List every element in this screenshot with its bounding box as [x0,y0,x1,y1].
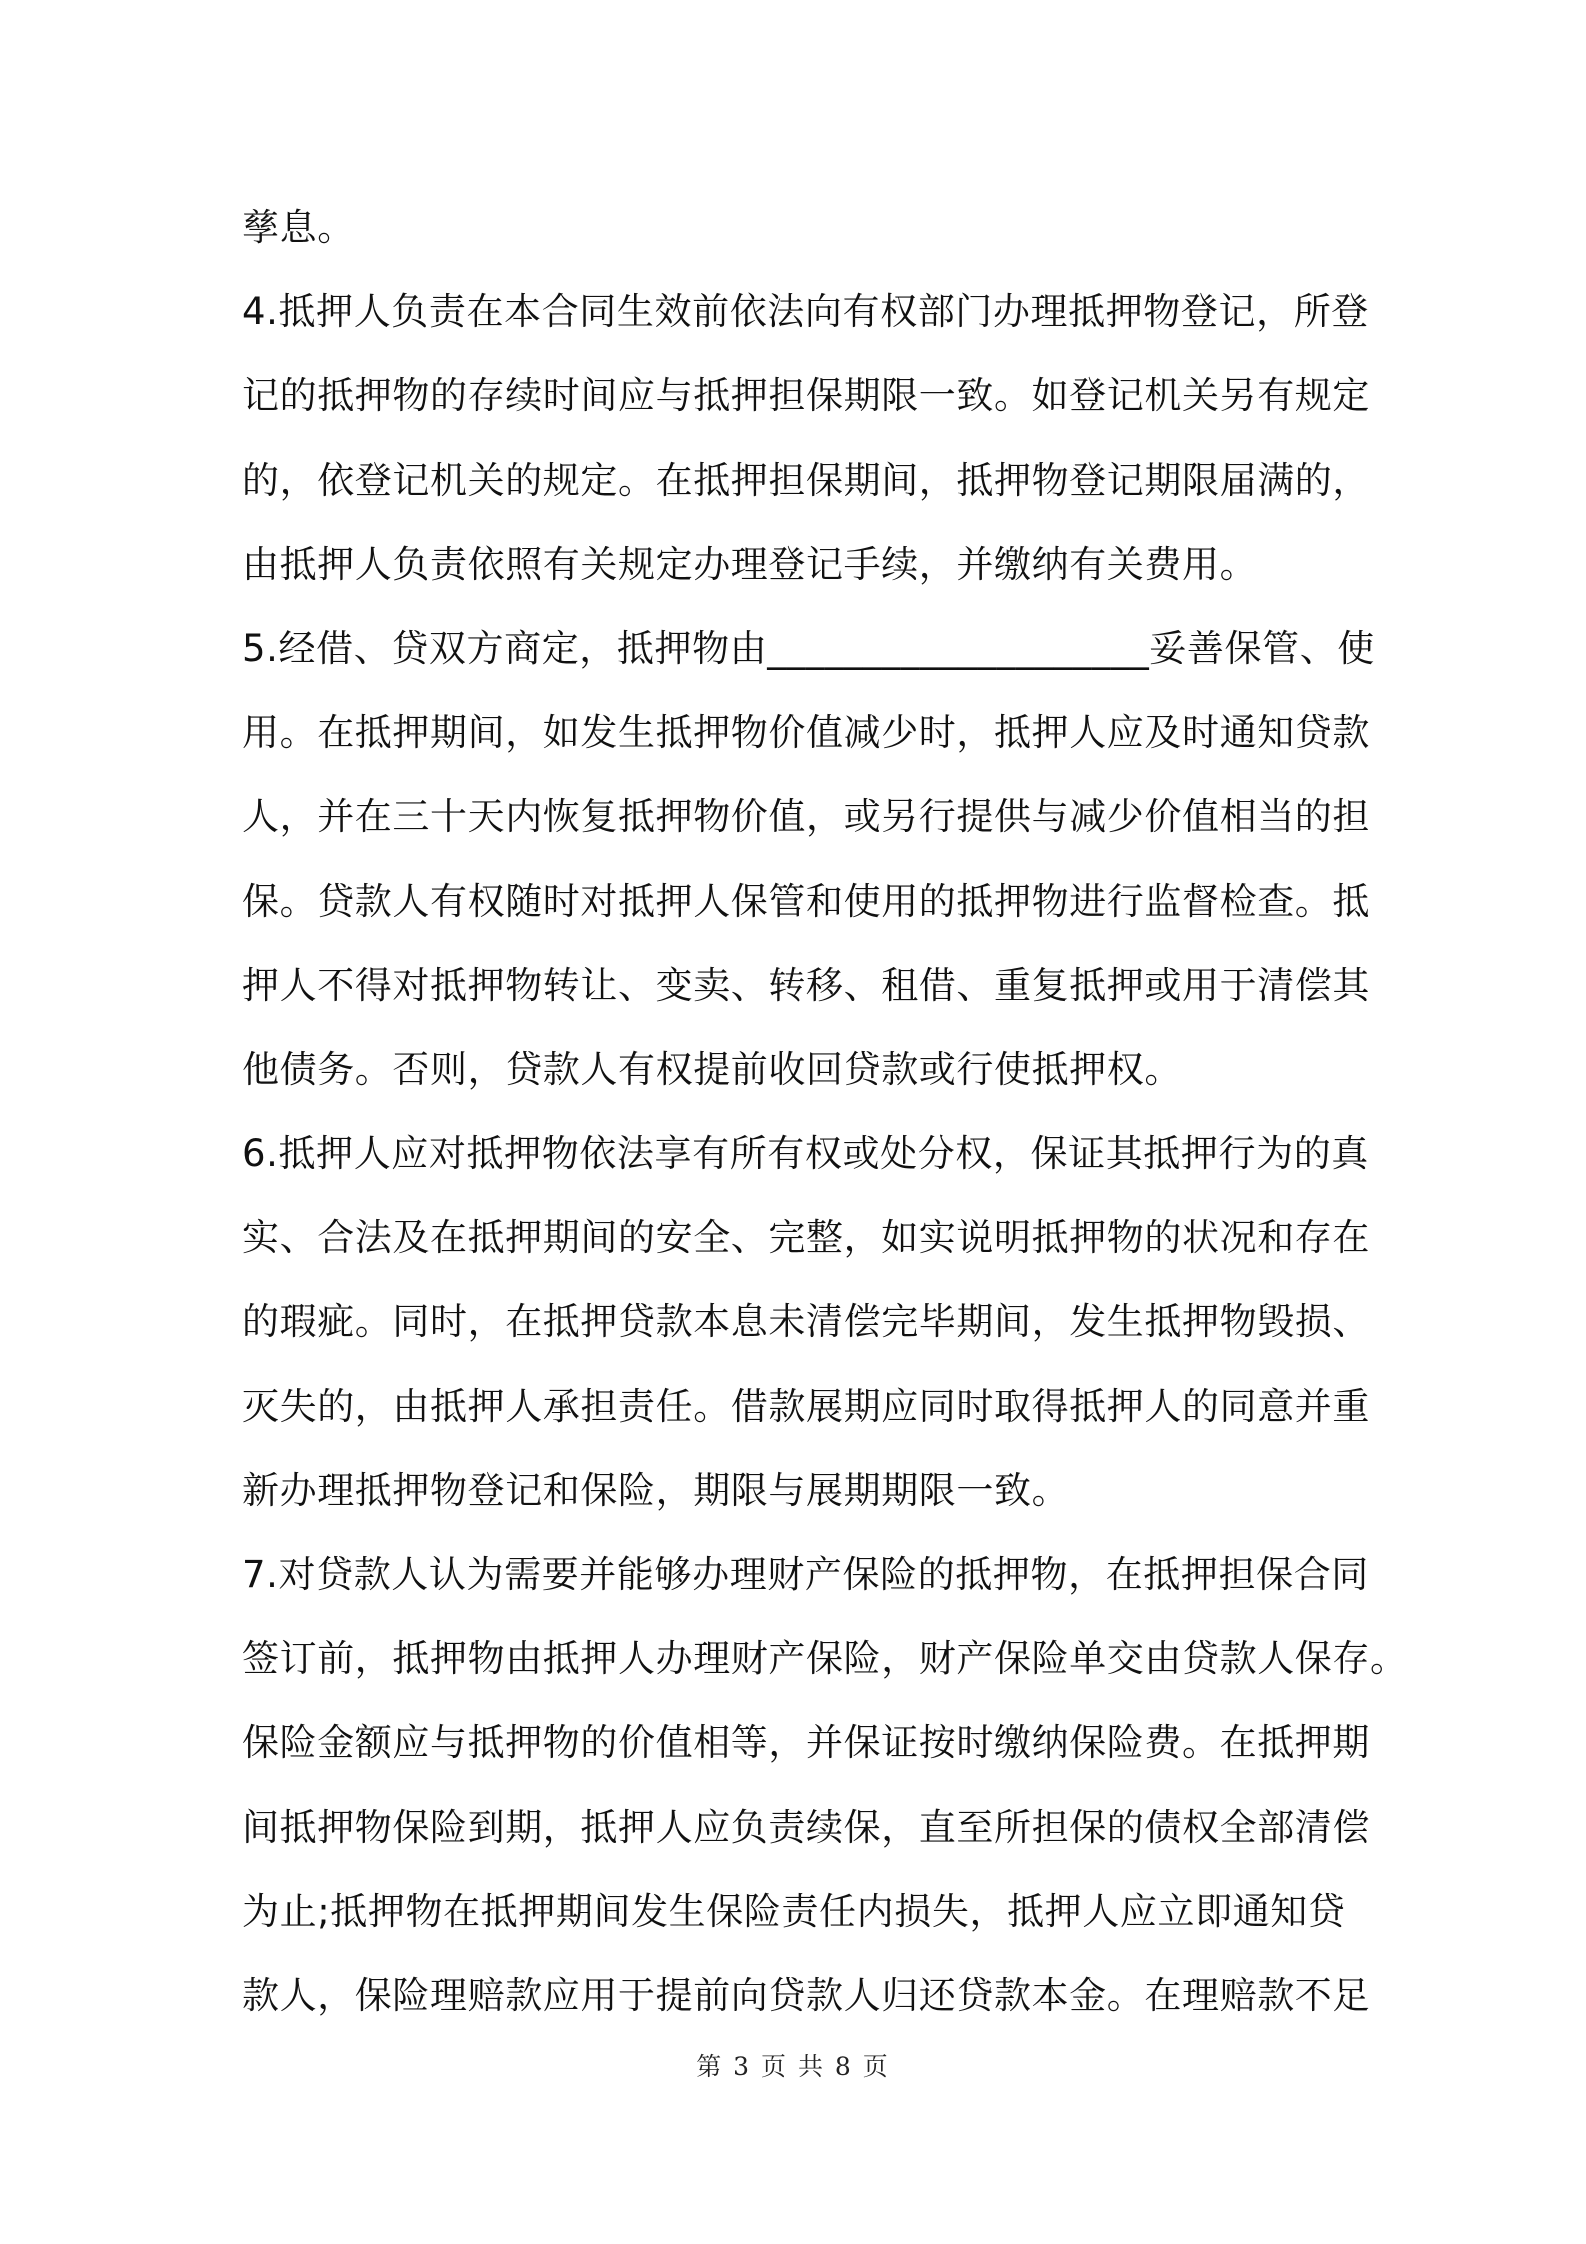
text-line: 为止;抵押物在抵押期间发生保险责任内损失，抵押人应立即通知贷 [242,1889,1346,1933]
text-line: 的瑕疵。同时，在抵押贷款本息未清偿完毕期间，发生抵押物毁损、 [242,1300,1370,1344]
page-number-footer: 第 3 页 共 8 页 [696,2052,890,2081]
text-line: 新办理抵押物登记和保险，期限与展期期限一致。 [242,1468,1070,1512]
text-line: 5.经借、贷双方商定，抵押物由____________________妥善保管、使 [242,626,1375,670]
text-line: 灭失的，由抵押人承担责任。借款展期应同时取得抵押人的同意并重 [242,1384,1370,1428]
text-line: 的，依登记机关的规定。在抵押担保期间，抵押物登记期限届满的， [242,458,1370,502]
text-line: 6.抵押人应对抵押物依法享有所有权或处分权，保证其抵押行为的真 [242,1132,1369,1176]
text-line: 7.对贷款人认为需要并能够办理财产保险的抵押物，在抵押担保合同 [242,1553,1369,1596]
text-line: 保。贷款人有权随时对抵押人保管和使用的抵押物进行监督检查。抵 [242,879,1370,923]
text-line: 4.抵押人负责在本合同生效前依法向有权部门办理抵押物登记，所登 [242,290,1369,334]
text-line: 保险金额应与抵押物的价值相等，并保证按时缴纳保险费。在抵押期 [242,1721,1370,1765]
text-line: 押人不得对抵押物转让、变卖、转移、租借、重复抵押或用于清偿其 [242,963,1370,1007]
text-line: 人，并在三十天内恢复抵押物价值，或另行提供与减少价值相当的担 [242,795,1370,839]
text-line: 款人，保险理赔款应用于提前向贷款人归还贷款本金。在理赔款不足 [242,1973,1370,2017]
text-line: 间抵押物保险到期，抵押人应负责续保，直至所担保的债权全部清偿 [242,1805,1370,1849]
text-line: 签订前，抵押物由抵押人办理财产保险，财产保险单交由贷款人保存。 [242,1637,1408,1681]
text-line: 记的抵押物的存续时间应与抵押担保期限一致。如登记机关另有规定 [242,374,1370,418]
text-line: 他债务。否则，贷款人有权提前收回贷款或行使抵押权。 [242,1047,1182,1091]
text-line: 用。在抵押期间，如发生抵押物价值减少时，抵押人应及时通知贷款 [242,711,1370,755]
document-body [242,186,1408,2038]
text-line: 由抵押人负责依照有关规定办理登记手续，并缴纳有关费用。 [242,542,1258,586]
text-line: 实、合法及在抵押期间的安全、完整，如实说明抵押物的状况和存在 [242,1216,1370,1260]
text-line: 孳息。 [242,206,355,249]
